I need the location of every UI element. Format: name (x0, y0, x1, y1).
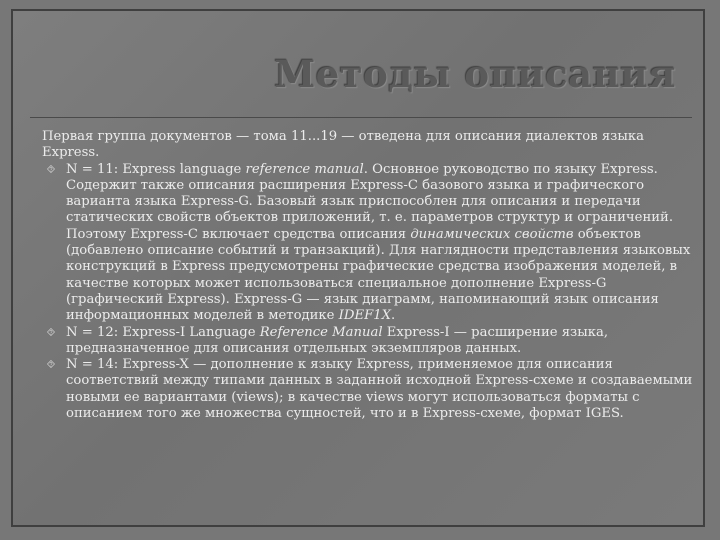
diamond-bullet-icon: ⯑ (46, 162, 56, 176)
bullet-emphasis: reference manual (245, 161, 364, 177)
bullet-text: N = 12: Express-I Language (66, 324, 260, 340)
bullet-text: . Основное руководство по языку Express. Содержит также описания расширения Express-C базового языка и графического варианта языка Express-G. Базовый язык приспособлен для описания и передачи статических свойств объектов приложений, т. е. параметров структур и ограничений. Поэтому Express-C включает средства описания (66, 161, 674, 242)
bullet-item-n11 (42, 162, 702, 325)
bullet-emphasis: IDEF1X (338, 308, 392, 324)
bullet-text: объектов (добавлено описание событий и транзакций). Для наглядности представления языковых конструкций в Express предусмотрены графические средства изображения моделей, в качестве которых может использоваться специальное дополнение Express-G (графический Express). Express-G — язык диаграмм, напоминающий язык описания информационных моделей в методике (66, 226, 691, 324)
bullet-item-n12 (42, 325, 702, 358)
title-divider (30, 117, 692, 118)
bullet-emphasis: Reference Manual (259, 324, 383, 340)
bullet-text: Express-I — расширение языка, предназначенное для описания отдельных экземпляров данных. (66, 324, 609, 356)
bullet-text: . (391, 308, 396, 324)
bullet-text: N = 14: Express-X — дополнение к языку Express, применяемое для описания соответствий между типами данных в заданной исходной Express-схеме и создаваемыми новыми ее вариантами (views); в качестве views могут использоваться форматы с описанием того же множества сущностей, что и в Express-схеме, формат IGES. (66, 357, 693, 422)
diamond-bullet-icon: ⯑ (46, 325, 56, 339)
slide-body (42, 129, 702, 422)
bullet-text: N = 11: Express language (66, 161, 246, 177)
intro-paragraph: Первая группа документов — тома 11...19 — отведена для описания диалектов языка Express. (42, 129, 644, 161)
slide-title: Методы описания (274, 52, 676, 96)
diamond-bullet-icon: ⯑ (46, 358, 56, 372)
bullet-item-n14 (42, 357, 702, 422)
bullet-emphasis: динамических свойств (410, 226, 574, 242)
